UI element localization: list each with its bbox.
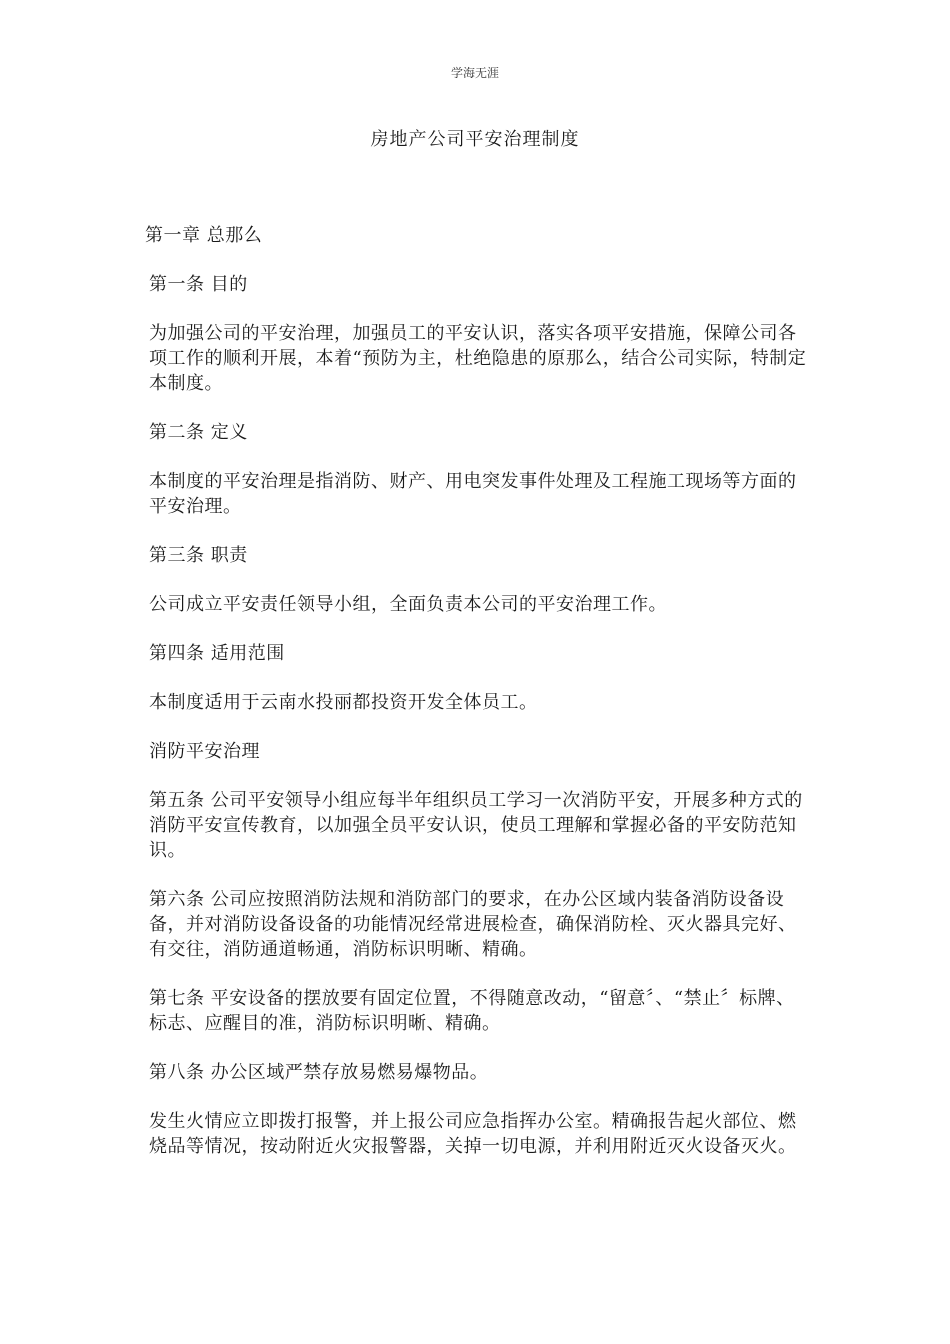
- chapter-heading: 第一章 总那么: [145, 225, 263, 246]
- paragraph: 第八条 办公区域严禁存放易燃易爆物品。: [149, 1062, 489, 1083]
- section-heading: 消防平安治理: [149, 741, 260, 762]
- document-title: 房地产公司平安治理制度: [370, 129, 580, 150]
- paragraph: 本制度适用于云南水投丽都投资开发全体员工。: [149, 692, 538, 713]
- paragraph: 第七条 平安设备的摆放要有固定位置，不得随意改动，“留意〞、“禁止〞标牌、标志、应醒目的准，消防标识明晰、精确。: [149, 988, 795, 1034]
- paragraph: 第六条 公司应按照消防法规和消防部门的要求，在办公区域内装备消防设备设备，并对消防设备设备的功能情况经常进展检查，确保消防栓、灭火器具完好、有交往，消防通道畅通，消防标识明晰、精确。: [149, 889, 797, 960]
- article-heading: 第四条 适用范围: [149, 643, 285, 664]
- page-header: 学海无涯: [450, 66, 499, 80]
- paragraph: 第五条 公司平安领导小组应每半年组织员工学习一次消防平安，开展多种方式的消防平安宣传教育，以加强全员平安认识，使员工理解和掌握必备的平安防范知识。: [149, 790, 803, 861]
- paragraph: 发生火情应立即拨打报警，并上报公司应急指挥办公室。精确报告起火部位、燃烧品等情况，按动附近火灾报警器，关掉一切电源，并利用附近灭火设备灭火。: [149, 1111, 797, 1157]
- article-heading: 第一条 目的: [149, 274, 248, 295]
- paragraph: 本制度的平安治理是指消防、财产、用电突发事件处理及工程施工现场等方面的平安治理。: [149, 471, 797, 517]
- document-body: [145, 223, 810, 1183]
- paragraph: 公司成立平安责任领导小组，全面负责本公司的平安治理工作。: [149, 594, 667, 615]
- article-heading: 第三条 职责: [149, 545, 248, 566]
- paragraph: 为加强公司的平安治理，加强员工的平安认识，落实各项平安措施，保障公司各项工作的顺利开展，本着“预防为主，杜绝隐患的原那么，结合公司实际，特制定本制度。: [149, 323, 807, 394]
- article-heading: 第二条 定义: [149, 422, 248, 443]
